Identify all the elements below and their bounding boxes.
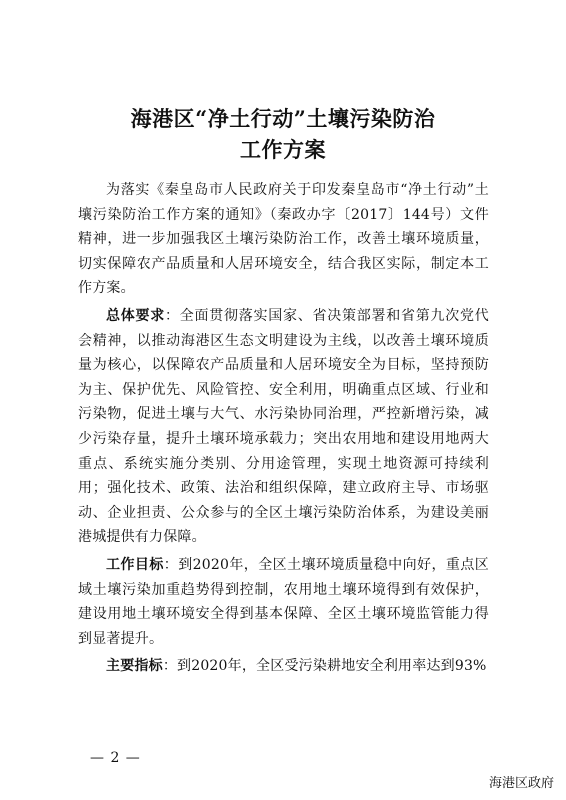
paragraph-text: ：全面贯彻落实国家、省决策部署和省第九次党代会精神，以推动海港区生态文明建设为主线，以改善土壤环境质量为核心，以保障农产品质量和人居环境安全为目标，坚持预防为主、保护优先、风险管控、安全利用，明确重点区域、行业和污染物，促进土壤与大气、水污染协同治理，严控新增污染，减少污染存量，提升土壤环境承载力；突出农用地和建设用地两大重点、系统实施分类别、分用途管理，实现土地资源可持续利用；强化技术、政策、法治和组织保障，建立政府主导、市场驱动、企业担责、公众参与的全区土壤污染防治体系，为建设美丽港城提供有力保障。 — [78, 307, 489, 546]
paragraph-heading: 工作目标 — [106, 556, 164, 573]
paragraph-text: 为落实《秦皇岛市人民政府关于印发秦皇岛市“净土行动”土壤污染防治工作方案的通知》（秦政办字〔2017〕144号）文件精神，进一步加强我区土壤污染防治工作，改善土壤环境质量，切实保障农产品质量和人居环境安全，结合我区实际，制定本工作方案。 — [78, 182, 489, 297]
document-body — [78, 178, 489, 682]
source-watermark: 海港区政府 — [488, 776, 554, 791]
title-line-1: 海港区“净土行动”土壤污染防治 — [130, 106, 436, 131]
page-number: — 2 — — [90, 750, 141, 766]
title-line-2: 工作方案 — [240, 137, 326, 162]
paragraph-work-goals — [78, 553, 489, 651]
paragraph-main-indicators — [78, 654, 489, 679]
document-title — [0, 103, 566, 165]
paragraph-overall-requirements — [78, 304, 489, 550]
paragraph-heading: 主要指标 — [106, 658, 163, 675]
paragraph-text: ：到2020年，全区土壤环境质量稳中向好，重点区域土壤污染加重趋势得到控制，农用地土壤环境得到有效保护，建设用地土壤环境安全得到基本保障、全区土壤环境监管能力得到显著提升。 — [78, 556, 489, 647]
paragraph-intro — [78, 178, 489, 301]
paragraph-text: ：到2020年，全区受污染耕地安全利用率达到93% — [162, 658, 487, 675]
paragraph-heading: 总体要求 — [106, 307, 166, 324]
